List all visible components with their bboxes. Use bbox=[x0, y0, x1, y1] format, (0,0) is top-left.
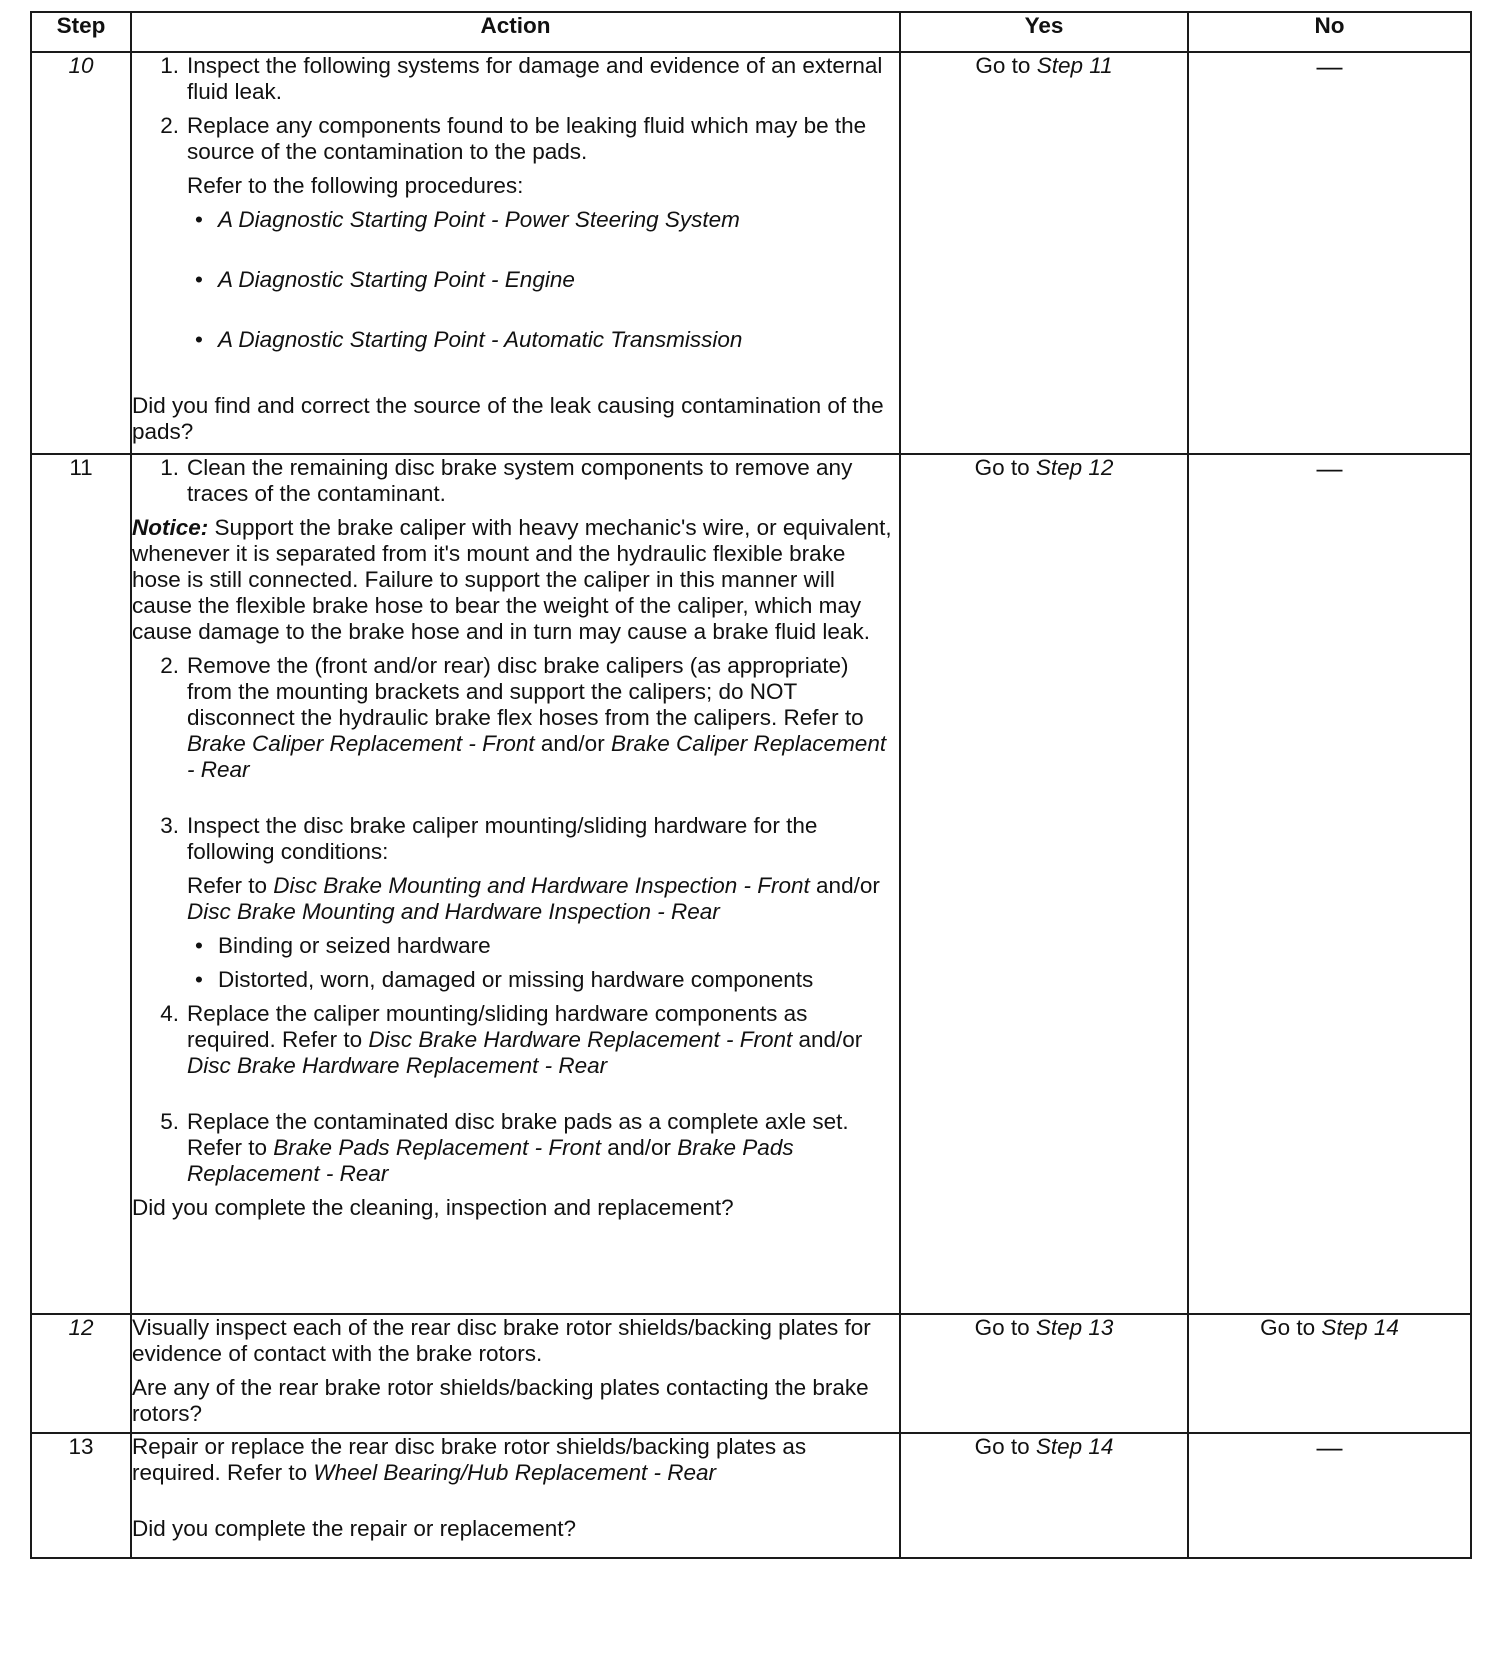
bullet-item bbox=[195, 207, 899, 233]
list-item bbox=[132, 653, 899, 783]
action-cell bbox=[131, 454, 900, 1314]
procedure-link[interactable]: A Diagnostic Starting Point - Power Steering System bbox=[218, 207, 740, 232]
bullet-text: Distorted, worn, damaged or missing hardware components bbox=[218, 967, 814, 992]
yes-cell bbox=[900, 454, 1188, 1314]
list-text: Inspect the disc brake caliper mounting/sliding hardware for the following conditions: bbox=[187, 813, 818, 864]
yes-cell bbox=[900, 52, 1188, 454]
header-action: Action bbox=[131, 12, 900, 52]
refer-text: Refer to the following procedures: bbox=[187, 173, 524, 198]
list-item bbox=[132, 1001, 899, 1079]
list-number: 1. bbox=[160, 455, 179, 480]
table-row-step-11 bbox=[31, 454, 1471, 1314]
list-text: Replace any components found to be leaking fluid which may be the source of the contamination to the pads. bbox=[187, 113, 867, 164]
list-number: 4. bbox=[160, 1001, 179, 1026]
procedure-link[interactable]: A Diagnostic Starting Point - Engine bbox=[218, 267, 575, 292]
no-cell: — bbox=[1188, 454, 1471, 1314]
list-item bbox=[132, 455, 899, 507]
bullet-dot: • bbox=[195, 207, 203, 232]
step-link[interactable]: Step 14 bbox=[1321, 1315, 1399, 1340]
step-number: 12 bbox=[31, 1314, 131, 1433]
step-link[interactable]: Step 11 bbox=[1036, 53, 1113, 78]
notice-label: Notice: bbox=[132, 515, 209, 540]
goto-prefix: Go to bbox=[1260, 1315, 1316, 1340]
step-link[interactable]: Step 14 bbox=[1035, 1434, 1114, 1459]
table-row-step-13 bbox=[31, 1433, 1471, 1558]
question-text: Did you complete the cleaning, inspection and replacement? bbox=[132, 1195, 734, 1220]
action-cell bbox=[131, 1314, 900, 1433]
action-text: Repair or replace the rear disc brake rotor shields/backing plates as required. Refer to Wheel Bearing/Hub Replacement - Rear bbox=[132, 1434, 807, 1485]
refer-text: Refer to Disc Brake Mounting and Hardware Inspection - Front and/or Disc Brake Mounting and Hardware Inspection - Rear bbox=[187, 873, 880, 924]
step-number: 10 bbox=[31, 52, 131, 454]
step-link[interactable]: Step 13 bbox=[1035, 1315, 1114, 1340]
no-cell: — bbox=[1188, 1433, 1471, 1558]
bullet-item bbox=[195, 327, 899, 353]
yes-cell bbox=[900, 1433, 1188, 1558]
no-cell: — bbox=[1188, 52, 1471, 454]
notice-paragraph bbox=[132, 515, 899, 645]
list-number: 2. bbox=[160, 653, 179, 678]
header-no: No bbox=[1188, 12, 1471, 52]
procedure-link[interactable]: Disc Brake Mounting and Hardware Inspection - Rear bbox=[187, 899, 720, 924]
procedure-link[interactable]: Disc Brake Hardware Replacement - Front bbox=[368, 1027, 793, 1052]
question-text: Did you find and correct the source of the leak causing contamination of the pads? bbox=[132, 393, 884, 444]
bullet-text: Binding or seized hardware bbox=[218, 933, 491, 958]
list-number: 3. bbox=[160, 813, 179, 838]
procedure-link[interactable]: Wheel Bearing/Hub Replacement - Rear bbox=[313, 1460, 717, 1485]
goto-prefix: Go to bbox=[974, 455, 1030, 480]
bullet-dot: • bbox=[195, 267, 203, 292]
goto-prefix: Go to bbox=[974, 1315, 1030, 1340]
bullet-dot: • bbox=[195, 933, 203, 958]
action-cell bbox=[131, 52, 900, 454]
goto-prefix: Go to bbox=[975, 53, 1031, 78]
procedure-link[interactable]: Brake Pads Replacement - Rear bbox=[187, 1135, 794, 1186]
yes-cell bbox=[900, 1314, 1188, 1433]
procedure-link[interactable]: Disc Brake Hardware Replacement - Rear bbox=[187, 1053, 608, 1078]
procedure-link[interactable]: Disc Brake Mounting and Hardware Inspection - Front bbox=[273, 873, 810, 898]
list-text: Replace the caliper mounting/sliding hardware components as required. Refer to Disc Brake Hardware Replacement - Front and/or Disc Brake Hardware Replacement - Rear bbox=[187, 1001, 863, 1078]
procedure-link[interactable]: Brake Caliper Replacement - Rear bbox=[187, 731, 887, 782]
step-link[interactable]: Step 12 bbox=[1035, 455, 1114, 480]
list-text: Remove the (front and/or rear) disc brake calipers (as appropriate) from the mounting brackets and support the calipers; do NOT disconnect the hydraulic brake flex hoses from the calipers. Refer to Brake Caliper Replacement - Front and/or Brake Caliper Replacement - Rear bbox=[187, 653, 887, 782]
bullet-item bbox=[187, 933, 899, 959]
procedure-link[interactable]: A Diagnostic Starting Point - Automatic Transmission bbox=[218, 327, 743, 352]
list-number: 2. bbox=[160, 113, 179, 138]
diagnostic-table bbox=[30, 11, 1472, 1559]
step-number: 11 bbox=[31, 454, 131, 1314]
question-text: Did you complete the repair or replacement? bbox=[132, 1516, 576, 1541]
bullet-item bbox=[195, 267, 899, 293]
action-text: Visually inspect each of the rear disc brake rotor shields/backing plates for evidence of contact with the brake rotors. bbox=[132, 1315, 871, 1366]
bullet-dot: • bbox=[195, 967, 203, 992]
question-text: Are any of the rear brake rotor shields/backing plates contacting the brake rotors? bbox=[132, 1375, 869, 1426]
header-row bbox=[31, 12, 1471, 52]
procedure-link[interactable]: Brake Caliper Replacement - Front bbox=[187, 731, 535, 756]
goto-prefix: Go to bbox=[974, 1434, 1030, 1459]
list-number: 1. bbox=[160, 53, 179, 78]
list-item bbox=[132, 813, 899, 865]
table-row-step-10 bbox=[31, 52, 1471, 454]
no-cell bbox=[1188, 1314, 1471, 1433]
list-text: Replace the contaminated disc brake pads as a complete axle set. Refer to Brake Pads Replacement - Front and/or Brake Pads Replacement - Rear bbox=[187, 1109, 849, 1186]
list-number: 5. bbox=[160, 1109, 179, 1134]
table-row-step-12 bbox=[31, 1314, 1471, 1433]
notice-text: Support the brake caliper with heavy mechanic's wire, or equivalent, whenever it is separated from it's mount and the hydraulic flexible brake hose is still connected. Failure to support the caliper in this manner will cause the flexible brake hose to bear the weight of the caliper, which may cause damage to the brake hose and in turn may cause a brake fluid leak. bbox=[132, 515, 892, 644]
action-cell bbox=[131, 1433, 900, 1558]
list-item bbox=[132, 53, 899, 105]
procedure-link[interactable]: Brake Pads Replacement - Front bbox=[273, 1135, 601, 1160]
bullet-item bbox=[187, 967, 899, 993]
header-step: Step bbox=[31, 12, 131, 52]
header-yes: Yes bbox=[900, 12, 1188, 52]
list-text: Clean the remaining disc brake system components to remove any traces of the contaminant. bbox=[187, 455, 853, 506]
list-item bbox=[132, 113, 899, 165]
bullet-dot: • bbox=[195, 327, 203, 352]
list-item bbox=[132, 1109, 899, 1187]
list-text: Inspect the following systems for damage and evidence of an external fluid leak. bbox=[187, 53, 883, 104]
step-number: 13 bbox=[31, 1433, 131, 1558]
